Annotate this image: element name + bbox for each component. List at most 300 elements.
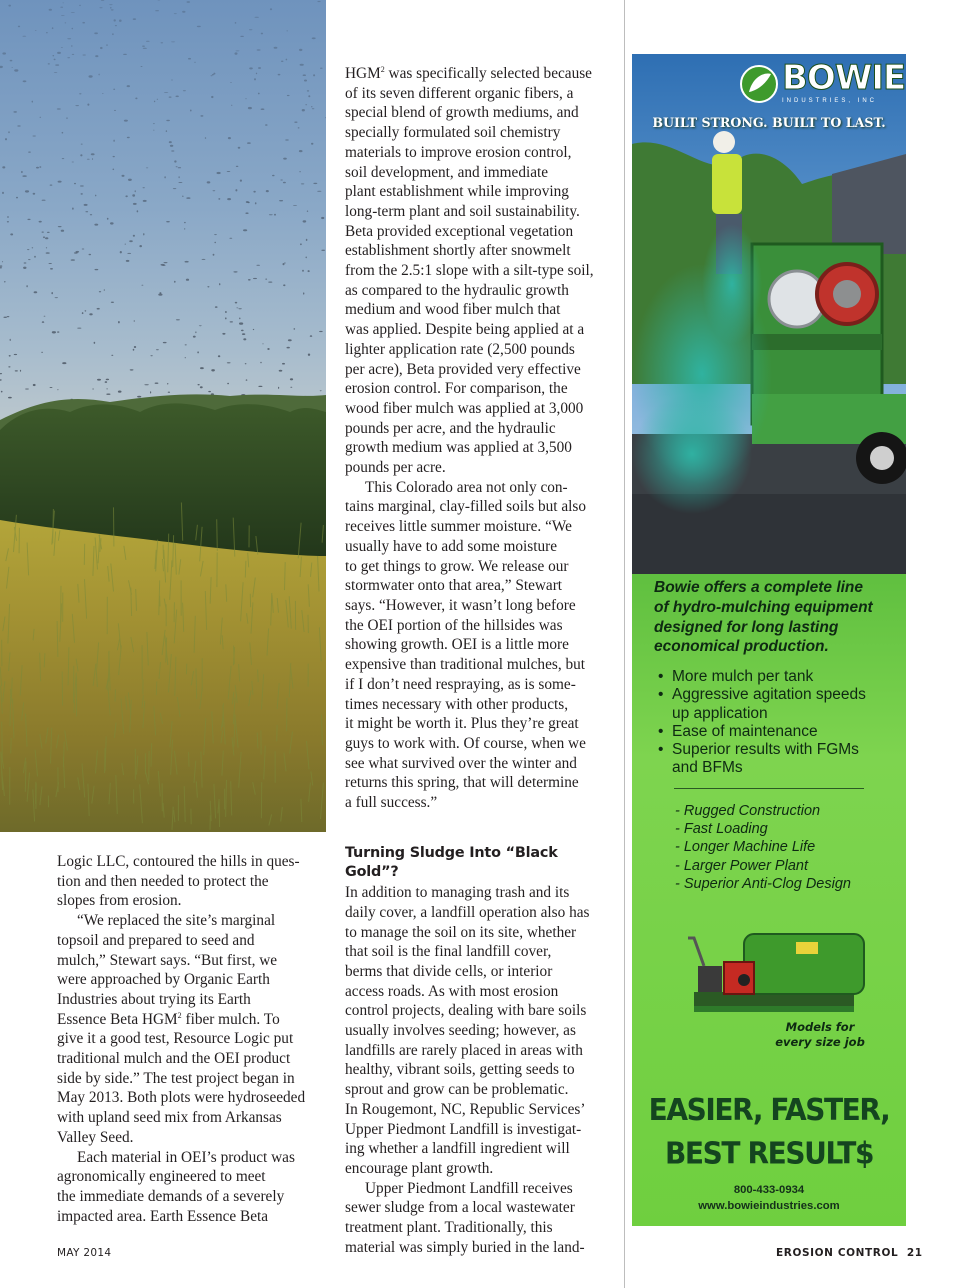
insect-speck [106, 394, 110, 395]
insect-speck [161, 42, 164, 43]
insect-speck [94, 342, 96, 344]
text-line: to manage the soil on its site, whether [345, 923, 577, 941]
insect-speck [150, 355, 152, 356]
insect-speck [50, 268, 53, 270]
insect-speck [91, 153, 95, 155]
insect-speck [60, 7, 63, 8]
insect-speck [278, 387, 279, 389]
insect-speck [212, 74, 214, 75]
insect-speck [230, 321, 233, 322]
insect-speck [272, 175, 275, 177]
insect-speck [154, 101, 155, 103]
insect-speck [72, 28, 74, 30]
insect-speck [171, 150, 174, 151]
grass-blade [61, 586, 62, 623]
insect-speck [254, 78, 256, 80]
models-line: every size job [775, 1035, 865, 1049]
text-line: sprout and grow can be problematic. [345, 1081, 569, 1099]
insect-speck [303, 292, 304, 294]
insect-speck [164, 92, 168, 93]
insect-speck [242, 333, 245, 335]
insect-speck [267, 348, 269, 350]
benefit-text: Superior results with FGMs [672, 741, 859, 759]
grass-blade [115, 689, 116, 701]
text-line: a full success.” [345, 794, 438, 812]
insect-speck [99, 7, 102, 8]
insect-speck [240, 180, 242, 182]
insect-speck [166, 130, 167, 132]
insect-speck [182, 196, 184, 197]
insect-speck [80, 185, 84, 186]
insect-speck [72, 162, 74, 163]
insect-speck [137, 396, 141, 398]
text-line: soil development, and immediate [345, 163, 549, 181]
insect-speck [58, 226, 62, 227]
insect-speck [120, 251, 122, 253]
text-line: the immediate demands of a severely [57, 1187, 285, 1205]
insect-speck [135, 98, 137, 100]
insect-speck [280, 180, 283, 181]
section-subhead: Turning Sludge Into “Black Gold”? [345, 844, 558, 881]
insect-speck [164, 176, 165, 178]
text-line: May 2013. Both plots were hydroseeded [57, 1089, 306, 1107]
insect-speck [197, 26, 201, 27]
insect-speck [0, 373, 2, 374]
insect-speck [95, 195, 96, 197]
insect-speck [54, 59, 56, 61]
paragraph [345, 64, 615, 478]
insect-speck [227, 171, 231, 172]
insect-speck [184, 222, 186, 223]
paragraph [57, 1148, 325, 1227]
insect-speck [200, 115, 203, 117]
text-line: Upper Piedmont Landfill is investigat- [345, 1120, 582, 1138]
insect-speck [270, 8, 272, 10]
insect-speck [248, 202, 250, 203]
insect-speck [106, 379, 109, 381]
insect-speck [57, 389, 59, 390]
insect-speck [90, 214, 92, 215]
insect-speck [311, 143, 313, 145]
insect-speck [106, 388, 107, 389]
intro-line: of hydro-mulching equipment [654, 598, 873, 616]
insect-speck [307, 211, 308, 212]
insect-speck [66, 117, 67, 119]
insect-speck [32, 247, 33, 248]
insect-speck [258, 93, 260, 95]
insect-speck [283, 158, 287, 160]
insect-speck [186, 279, 189, 281]
grass-blade [25, 762, 26, 792]
insect-speck [298, 127, 300, 128]
insect-speck [144, 384, 148, 385]
text-line: Each material in OEI’s product was [77, 1148, 295, 1166]
insect-speck [9, 355, 11, 357]
insect-speck [50, 387, 53, 388]
insect-speck [320, 68, 323, 69]
insect-speck [28, 152, 31, 153]
insect-speck [171, 42, 175, 43]
insect-speck [266, 190, 269, 192]
insect-speck [34, 291, 38, 293]
insect-speck [248, 279, 251, 281]
text-fragment: fiber mulch. To [185, 1010, 280, 1028]
superscript: 2 [177, 1010, 182, 1020]
insect-speck [101, 0, 104, 1]
insect-speck [23, 267, 26, 269]
insect-speck [95, 55, 98, 57]
insect-speck [164, 262, 168, 263]
text-line: impacted area. Earth Essence Beta [57, 1207, 269, 1225]
field-illustration [0, 0, 326, 832]
slogan-line: EASIER, FASTER, [648, 1092, 890, 1128]
benefit-item [658, 741, 898, 778]
insect-speck [111, 302, 114, 303]
insect-speck [245, 98, 247, 99]
insect-speck [284, 263, 286, 264]
insect-speck [115, 25, 117, 26]
grass-blade [258, 669, 259, 682]
insect-speck [18, 26, 20, 28]
text-line: wood fiber mulch was applied at 3,000 [345, 399, 584, 417]
insect-speck [306, 257, 307, 259]
benefit-text: up application [672, 704, 768, 722]
insect-speck [25, 190, 29, 192]
column-divider [624, 0, 625, 1288]
text-line: In addition to managing trash and its [345, 884, 570, 902]
insect-speck [8, 5, 11, 7]
insect-speck [41, 352, 43, 353]
ad-tagline: BUILT STRONG. BUILT TO LAST. [652, 115, 886, 130]
insect-speck [235, 302, 237, 304]
insect-speck [39, 166, 41, 168]
insect-speck [12, 67, 13, 68]
field-photo [0, 0, 326, 832]
insect-speck [143, 187, 145, 188]
insect-speck [278, 74, 281, 76]
insect-speck [2, 52, 6, 54]
insect-speck [125, 244, 126, 245]
insect-speck [213, 254, 215, 256]
insect-speck [75, 105, 79, 106]
insect-speck [105, 381, 108, 383]
insect-speck [240, 36, 244, 37]
text-line: materials to improve erosion control, [345, 143, 572, 161]
insect-speck [287, 30, 288, 31]
insect-speck [94, 224, 98, 226]
insect-speck [218, 355, 220, 357]
insect-speck [176, 166, 178, 167]
insect-speck [50, 185, 53, 186]
insect-speck [7, 316, 10, 317]
insect-speck [168, 392, 170, 393]
insect-speck [67, 38, 71, 39]
insect-speck [47, 232, 50, 233]
insect-speck [7, 221, 9, 222]
insect-speck [27, 249, 29, 250]
insect-speck [238, 308, 241, 309]
insect-speck [185, 357, 186, 358]
insect-speck [225, 317, 227, 319]
ad-benefit-list [658, 668, 898, 778]
insect-speck [248, 107, 252, 109]
text-line: stormwater onto that area,” Stewart [345, 577, 563, 595]
insect-speck [81, 144, 83, 145]
text-fragment: Essence Beta HGM [57, 1010, 178, 1028]
insect-speck [110, 7, 112, 9]
insect-speck [166, 221, 170, 222]
insect-speck [128, 179, 132, 181]
insect-speck [87, 104, 89, 106]
insect-speck [190, 110, 192, 112]
insect-speck [268, 282, 272, 283]
grass-blade [53, 509, 54, 543]
insect-speck [134, 320, 135, 321]
insect-speck [307, 90, 309, 91]
text-line: if I don’t need respraying, as is some- [345, 675, 576, 693]
benefit-item [658, 723, 898, 741]
insect-speck [25, 389, 29, 390]
paragraph [345, 883, 615, 1179]
insect-speck [113, 89, 115, 90]
insect-speck [42, 200, 46, 201]
insect-speck [97, 379, 101, 381]
text-line: tion and then needed to protect the [57, 872, 269, 890]
text-line: treatment plant. Traditionally, this [345, 1219, 553, 1237]
text-line: says. “However, it wasn’t long before [345, 596, 576, 614]
insect-speck [202, 259, 206, 260]
insect-speck [176, 96, 179, 98]
paragraph [345, 478, 615, 813]
text-line: returns this spring, that will determine [345, 774, 579, 792]
text-line: specially formulated soil chemistry [345, 124, 561, 142]
text-line: as compared to the hydraulic growth [345, 281, 569, 299]
insect-speck [227, 362, 231, 363]
insect-speck [99, 74, 100, 76]
insect-speck [178, 182, 182, 183]
grass-blade [11, 738, 12, 754]
insect-speck [10, 233, 13, 235]
text-line: erosion control. For comparison, the [345, 380, 568, 398]
text-line: ing whether a landfill ingredient will [345, 1140, 570, 1158]
intro-line: Bowie offers a complete line [654, 579, 864, 596]
insect-speck [163, 342, 167, 343]
text-line: that soil is the final landfill cover, [345, 943, 552, 961]
insect-speck [183, 90, 186, 91]
insect-speck [312, 37, 316, 39]
insect-speck [156, 349, 159, 350]
text-line: sewer sludge from a local wastewater [345, 1199, 575, 1217]
insect-speck [262, 344, 263, 345]
insect-speck [22, 175, 26, 177]
text-line: per acre), Beta provided very effective [345, 360, 581, 378]
insect-speck [13, 111, 17, 113]
insect-speck [222, 333, 225, 335]
insect-speck [306, 239, 308, 241]
insect-speck [293, 205, 297, 206]
insect-speck [123, 54, 127, 55]
text-line: agronomically engineered to meet [57, 1168, 266, 1186]
text-fragment: HGM [345, 65, 381, 82]
insect-speck [256, 265, 260, 266]
insect-speck [92, 389, 94, 390]
insect-speck [45, 237, 48, 239]
insect-speck [321, 250, 325, 251]
insect-speck [249, 29, 252, 30]
insect-speck [27, 219, 30, 220]
left-text-column [57, 852, 325, 1226]
insect-speck [312, 108, 315, 109]
insect-speck [44, 316, 46, 317]
insect-speck [122, 175, 125, 177]
insect-speck [127, 137, 130, 138]
text-line: side by side.” The test project began in [57, 1069, 295, 1087]
text-line: Industries about trying its Earth [57, 990, 251, 1008]
insect-speck [317, 1, 320, 2]
insect-speck [33, 384, 36, 386]
benefit-text: and BFMs [672, 759, 743, 777]
insect-speck [97, 308, 100, 310]
insect-speck [213, 190, 216, 191]
insect-speck [42, 321, 44, 323]
insect-speck [261, 108, 265, 110]
insect-speck [325, 117, 326, 118]
insect-speck [166, 120, 170, 121]
grass-blade [196, 668, 197, 699]
feature-item: - Longer Machine Life [675, 839, 816, 856]
insect-speck [79, 93, 81, 94]
insect-speck [173, 188, 176, 189]
insect-speck [84, 204, 88, 206]
insect-speck [171, 80, 173, 81]
insect-speck [62, 132, 64, 134]
insect-speck [283, 263, 285, 265]
insect-speck [153, 130, 155, 131]
text-line: Upper Piedmont Landfill receives [365, 1179, 573, 1197]
insect-speck [137, 210, 139, 212]
grass-blade [74, 699, 75, 713]
insect-speck [253, 329, 254, 330]
insect-speck [71, 45, 73, 46]
text-line: the OEI portion of the hillsides was [345, 616, 563, 634]
insect-speck [143, 233, 144, 235]
insect-speck [218, 198, 220, 200]
paragraph [57, 852, 325, 911]
insect-speck [236, 308, 238, 309]
grass-blade [12, 678, 13, 698]
insect-speck [119, 20, 122, 22]
text-line: This Colorado area not only con- [365, 478, 568, 496]
insect-speck [24, 262, 27, 263]
insect-speck [300, 243, 302, 245]
text-line: long-term plant and soil sustainability. [345, 202, 580, 220]
insect-speck [235, 189, 237, 191]
insect-speck [114, 110, 116, 111]
insect-speck [182, 11, 185, 13]
insect-speck [197, 351, 199, 353]
text-line: encourage plant growth. [345, 1159, 494, 1177]
insect-speck [52, 27, 54, 29]
insect-speck [225, 311, 227, 313]
text-line: daily cover, a landfill operation also has [345, 903, 590, 921]
paragraph [345, 1179, 615, 1258]
insect-speck [193, 336, 196, 338]
insect-speck [62, 362, 66, 364]
insect-speck [243, 229, 247, 231]
benefit-item [658, 686, 898, 723]
insect-speck [294, 328, 296, 330]
insect-speck [227, 383, 229, 385]
ad-divider [674, 788, 864, 789]
insect-speck [228, 137, 231, 139]
text-line: topsoil and prepared to seed and [57, 931, 255, 949]
insect-speck [133, 18, 136, 20]
text-line: lighter application rate (2,500 pounds [345, 340, 575, 358]
insect-speck [94, 32, 98, 34]
insect-speck [77, 328, 81, 329]
bowie-advertisement[interactable] [632, 54, 906, 1226]
insect-speck [54, 72, 58, 73]
insect-speck [301, 183, 304, 184]
insect-speck [74, 252, 78, 253]
insect-speck [194, 62, 196, 63]
insect-speck [308, 354, 310, 356]
grass-blade [219, 802, 220, 828]
ad-feature-list [675, 802, 895, 893]
benefit-text: Aggressive agitation speeds [672, 686, 866, 704]
text-line: pounds per acre, and the hydraulic [345, 419, 556, 437]
insect-speck [36, 167, 39, 169]
insect-speck [57, 108, 61, 109]
ad-website-link[interactable]: www.bowieindustries.com [698, 1200, 840, 1212]
insect-speck [4, 281, 6, 282]
text-line [57, 1010, 325, 1030]
slogan-line: BEST RESULT$ [664, 1135, 874, 1171]
insect-speck [186, 197, 190, 199]
insect-speck [72, 54, 75, 55]
insect-speck [143, 48, 147, 49]
insect-speck [274, 47, 278, 49]
insect-speck [239, 318, 240, 320]
insect-speck [265, 124, 268, 126]
insect-speck [141, 66, 143, 67]
insect-speck [229, 238, 232, 239]
insect-speck [290, 387, 292, 388]
ad-phone-number[interactable]: 800-433-0934 [733, 1184, 805, 1196]
insect-speck [32, 101, 33, 103]
insect-speck [71, 12, 75, 13]
insect-speck [302, 270, 304, 272]
text-line: Logic LLC, contoured the hills in ques- [57, 853, 300, 870]
insect-speck [111, 355, 113, 356]
insect-speck [211, 75, 213, 76]
insect-speck [82, 22, 85, 24]
insect-speck [305, 104, 307, 105]
insect-speck [185, 261, 189, 263]
insect-speck [285, 139, 289, 140]
insect-speck [35, 30, 37, 31]
insect-speck [0, 66, 3, 68]
insect-speck [102, 93, 104, 94]
text-line: receives little summer moisture. “We [345, 518, 572, 536]
ad-intro [654, 578, 894, 657]
insect-speck [67, 57, 70, 58]
insect-speck [211, 369, 215, 371]
insect-speck [10, 60, 13, 62]
insect-speck [126, 260, 130, 262]
insect-speck [26, 285, 27, 287]
insect-speck [260, 362, 261, 364]
